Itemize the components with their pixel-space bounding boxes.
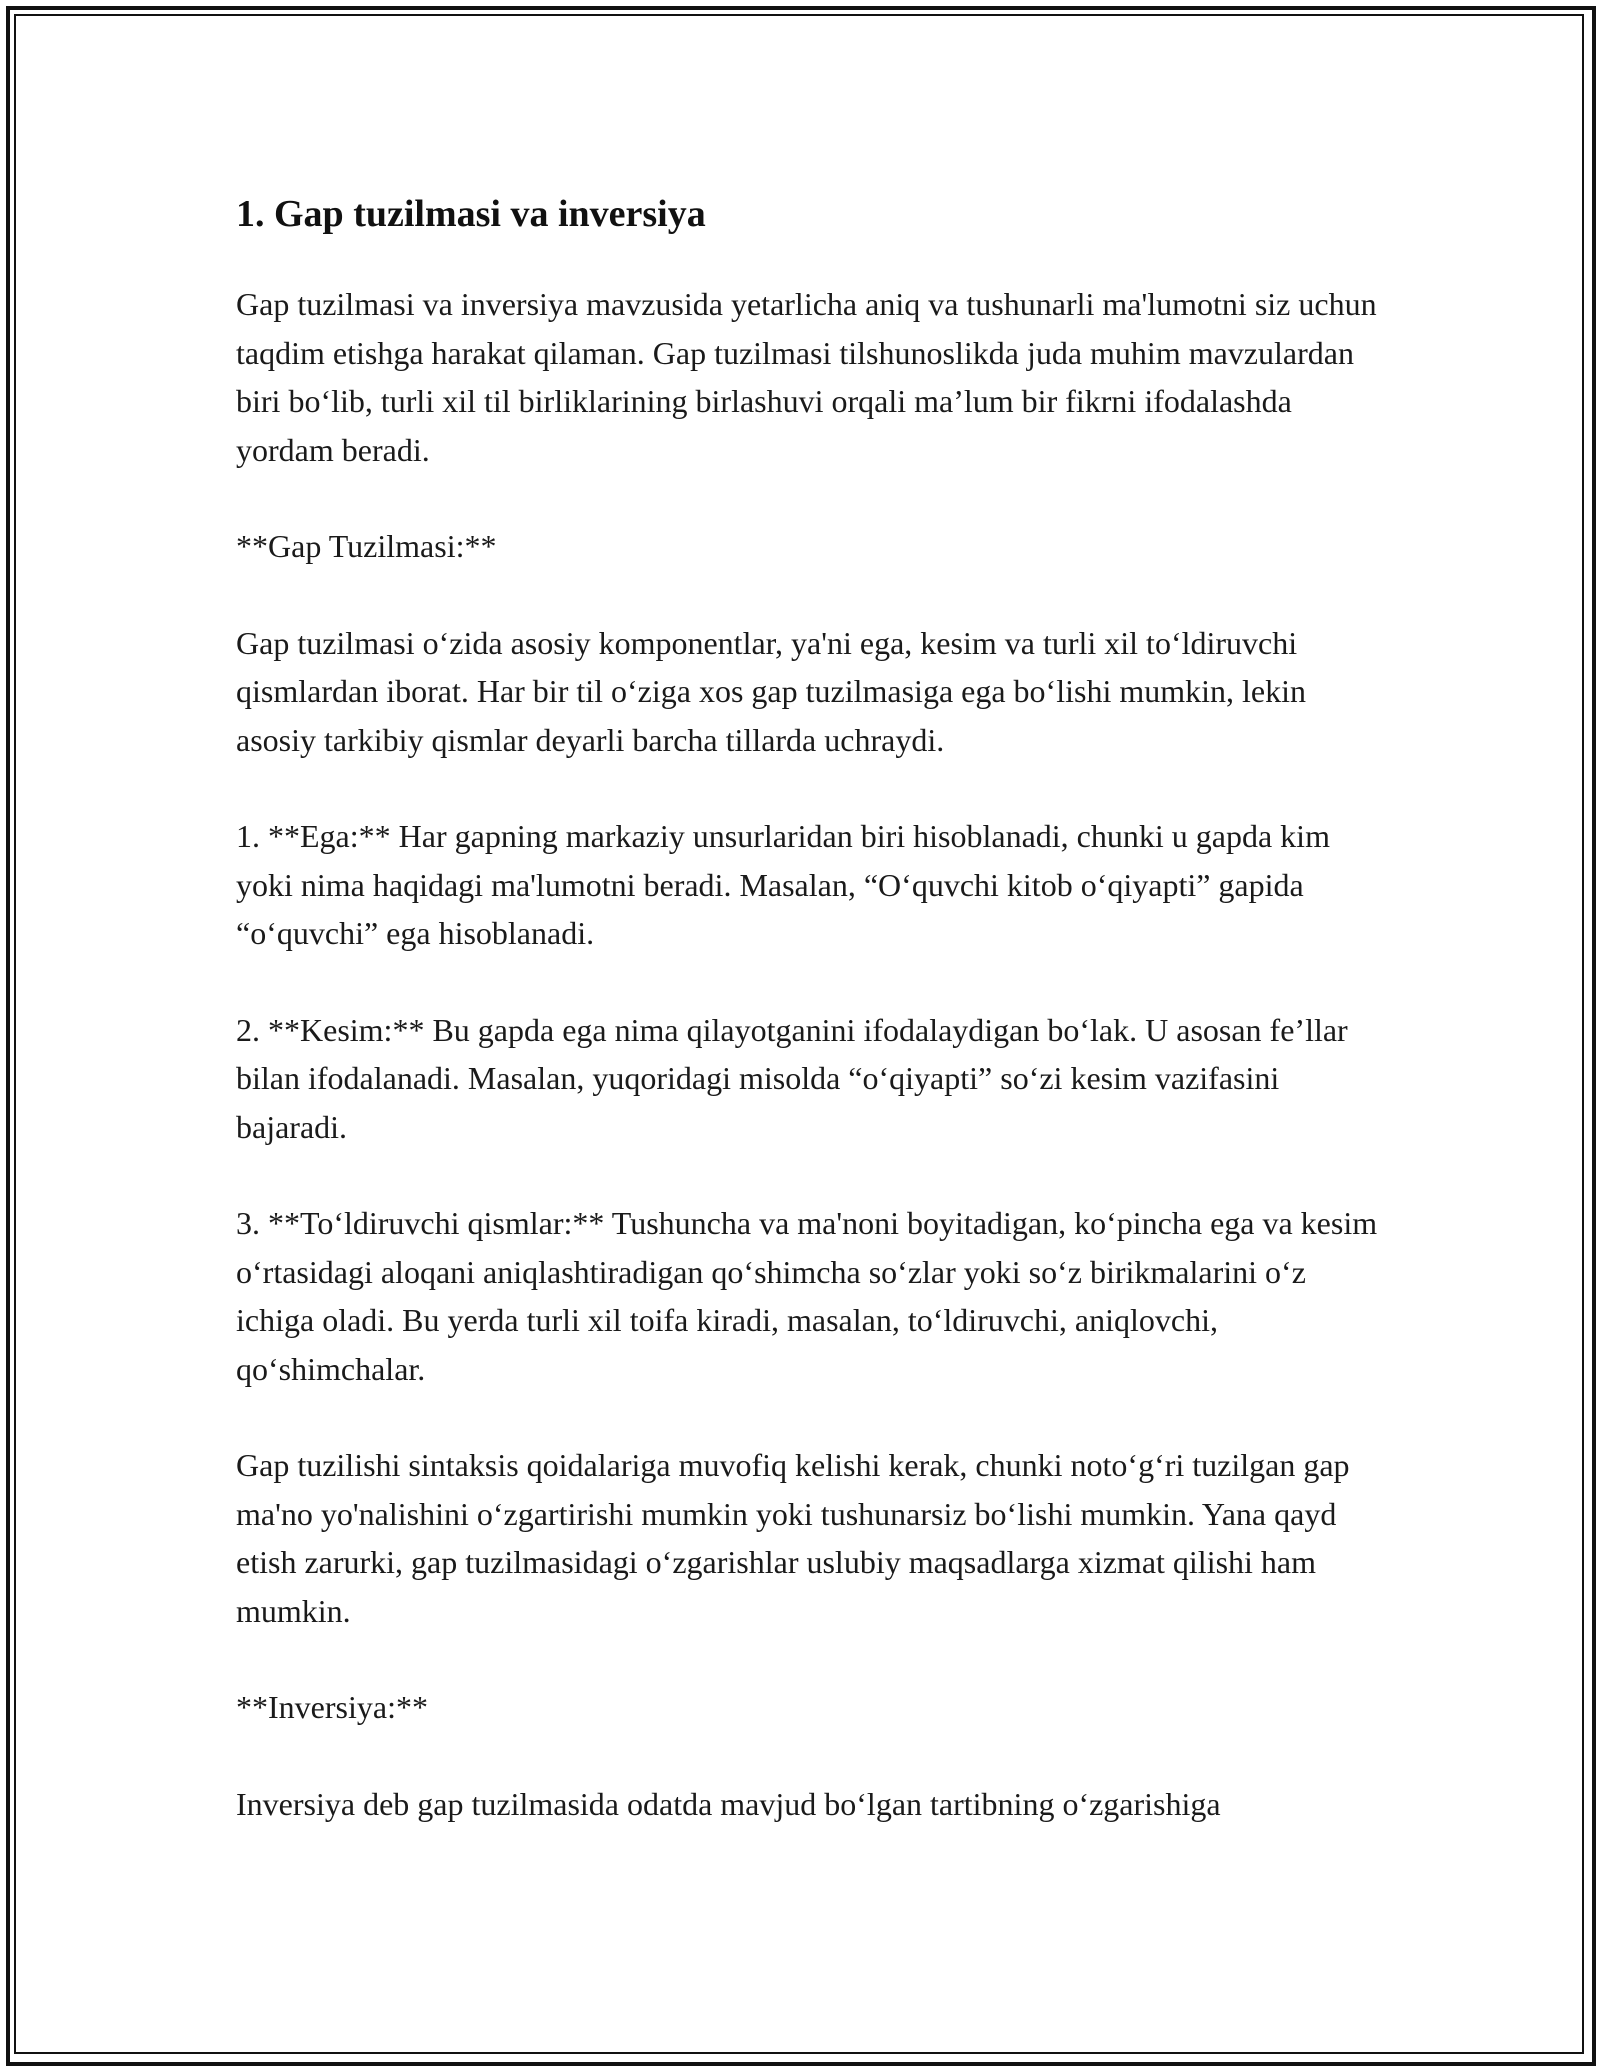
paragraph-inversiya: Inversiya deb gap tuzilmasida odatda mavjud bo‘lgan tartibning o‘zgarishiga [236,1785,1221,1822]
paragraph-sintaksis: Gap tuzilishi sintaksis qoidalariga muvofiq kelishi kerak, chunki noto‘g‘ri tuzilgan gap ma'no yo'nalishini o‘zgartirishi mumkin yoki tushunarsiz bo‘lishi mumkin. Yana qayd etish zarurki, gap tuzilmasidagi o‘zgarishlar uslubiy maqsadlarga xizmat qilishi ham mumkin. [236,1447,1350,1629]
subheading-inversiya: **Inversiya:** [236,1689,428,1725]
list-item-toldiruvchi: 3. **To‘ldiruvchi qismlar:** Tushuncha va ma'noni boyitadigan, ko‘pincha ega va kesim o‘rtasidagi aloqani aniqlashtiradigan qo‘shimcha so‘zlar yoki so‘z birikmalarini o‘z ichiga oladi. Bu yerda turli xil toifa kiradi, masalan, to‘ldiruvchi, aniqlovchi, qo‘shimchalar. [236,1205,1378,1387]
list-item-ega: 1. **Ega:** Har gapning markaziy unsurlaridan biri hisoblanadi, chunki u gapda kim yoki nima haqidagi ma'lumotni beradi. Masalan, “O‘quvchi kitob o‘qiyapti” gapida “o‘quvchi” ega hisoblanadi. [236,818,1330,951]
document-page [236,184,1386,1876]
list-item-kesim: 2. **Kesim:** Bu gapda ega nima qilayotganini ifodalaydigan bo‘lak. U asosan fe’llar bilan ifodalanadi. Masalan, yuqoridagi misolda “o‘qiyapti” so‘zi kesim vazifasini bajaradi. [236,1011,1348,1145]
section-heading: 1. Gap tuzilmasi va inversiya [236,193,706,235]
paragraph-intro: Gap tuzilmasi va inversiya mavzusida yetarlicha aniq va tushunarli ma'lumotni siz uchun taqdim etishga harakat qilaman. Gap tuzilmasi tilshunoslikda juda muhim mavzulardan biri bo‘lib, turli xil til birliklarining birlashuvi orqali ma’lum bir fikrni ifodalashda yordam beradi. [236,286,1377,468]
paragraph-gap-tuzilmasi: Gap tuzilmasi o‘zida asosiy komponentlar, ya'ni ega, kesim va turli xil to‘ldiruvchi qismlardan iborat. Har bir til o‘ziga xos gap tuzilmasiga ega bo‘lishi mumkin, lekin asosiy tarkibiy qismlar deyarli barcha tillarda uchraydi. [236,624,1306,758]
subheading-gap-tuzilmasi: **Gap Tuzilmasi:** [236,528,497,564]
